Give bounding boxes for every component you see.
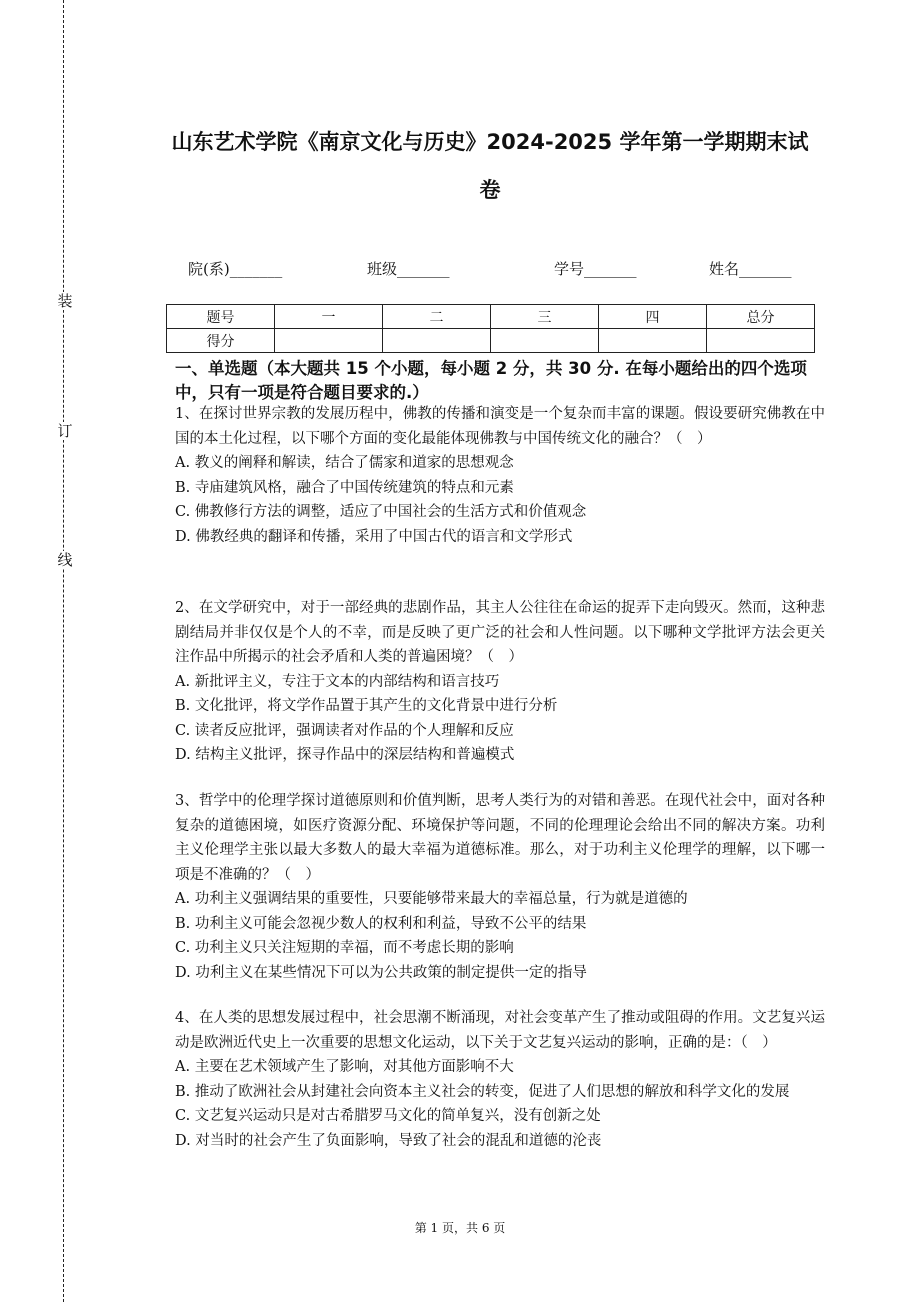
score-cell [275,329,383,353]
score-header-cell: 一 [275,305,383,329]
question-stem: 1、在探讨世界宗教的发展历程中，佛教的传播和演变是一个复杂而丰富的课题。假设要研究佛教在中国的本土化过程，以下哪个方面的变化最能体现佛教与中国传统文化的融合？（ ） [175,406,825,447]
option-b: B. 功利主义可能会忽视少数人的权利和利益，导致不公平的结果 [175,915,587,932]
option-c: C. 佛教修行方法的调整，适应了中国社会的生活方式和价值观念 [175,504,587,520]
score-row-label: 得分 [167,329,275,353]
question-1 [175,402,825,549]
option-d: D. 结构主义批评，探寻作品中的深层结构和普遍模式 [175,747,515,763]
option-a: A. 新批评主义，专注于文本的内部结构和语言技巧 [175,673,500,690]
exam-title-line1: 山东艺术学院《南京文化与历史》2024-2025 学年第一学期期末试 [171,130,809,154]
option-a: A. 教义的阐释和解读，结合了儒家和道家的思想观念 [175,455,514,471]
score-cell [707,329,815,353]
option-a: A. 主要在艺术领域产生了影响，对其他方面影响不大 [175,1059,514,1075]
score-header-cell: 四 [599,305,707,329]
score-table [166,304,815,353]
exam-title-line2: 卷 [479,178,501,202]
score-cell [599,329,707,353]
score-header-cell: 总分 [707,305,815,329]
dept-field: 院(系)_______ [188,260,283,278]
score-table-score-row [167,329,815,353]
student-id-field: 学号_______ [554,260,637,278]
score-cell [491,329,599,353]
option-d: D. 佛教经典的翻译和传播，采用了中国古代的语言和文学形式 [175,528,573,545]
option-b: B. 文化批评，将文学作品置于其产生的文化背景中进行分析 [175,698,558,714]
page-footer: 第 1 页，共 6 页 [414,1221,506,1235]
question-2 [175,596,825,768]
score-header-cell: 题号 [167,305,275,329]
binding-char-xian: 线 [57,551,73,569]
option-c: C. 文艺复兴运动只是对古希腊罗马文化的简单复兴，没有创新之处 [175,1108,601,1124]
binding-dashed-line [63,0,64,1302]
binding-char-zhuang: 装 [57,292,73,310]
option-a: A. 功利主义强调结果的重要性，只要能够带来最大的幸福总量，行为就是道德的 [175,891,688,907]
question-stem: 4、在人类的思想发展过程中，社会思潮不断涌现，对社会变革产生了推动或阻碍的作用。文艺复兴运动是欧洲近代史上一次重要的思想文化运动，以下关于文艺复兴运动的影响，正确的是：（ ） [175,1010,825,1051]
option-b: B. 推动了欧洲社会从封建社会向资本主义社会的转变，促进了人们思想的解放和科学文化的发展 [175,1083,790,1100]
option-b: B. 寺庙建筑风格，融合了中国传统建筑的特点和元素 [175,479,514,496]
question-3 [175,789,825,985]
question-stem: 3、哲学中的伦理学探讨道德原则和价值判断，思考人类行为的对错和善恶。在现代社会中，面对各种复杂的道德困境，如医疗资源分配、环境保护等问题，不同的伦理理论会给出不同的解决方案。功利主义伦理学主张以最大多数人的最大幸福为道德标准。那么，对于功利主义伦理学的理解，以下哪一项是不准确的？（ ） [175,793,825,883]
question-4 [175,1006,825,1153]
option-d: D. 功利主义在某些情况下可以为公共政策的制定提供一定的指导 [175,964,587,981]
score-cell [383,329,491,353]
option-c: C. 读者反应批评，强调读者对作品的个人理解和反应 [175,722,514,739]
class-field: 班级_______ [367,260,450,278]
score-table-header-row [167,305,815,329]
binding-char-ding: 订 [57,422,73,440]
option-c: C. 功利主义只关注短期的幸福，而不考虑长期的影响 [175,940,514,956]
score-header-cell: 二 [383,305,491,329]
name-field: 姓名_______ [709,260,792,278]
section-title: 一、单选题（本大题共 15 个小题，每小题 2 分，共 30 分. 在每小题给出的四个选项中，只有一项是符合题目要求的.） [175,359,807,402]
option-d: D. 对当时的社会产生了负面影响，导致了社会的混乱和道德的沦丧 [175,1132,602,1149]
score-header-cell: 三 [491,305,599,329]
question-stem: 2、在文学研究中，对于一部经典的悲剧作品，其主人公往往在命运的捉弄下走向毁灭。然而，这种悲剧结局并非仅仅是个人的不幸，而是反映了更广泛的社会和人性问题。以下哪种文学批评方法会更关注作品中所揭示的社会矛盾和人类的普遍困境？（ ） [175,600,825,665]
